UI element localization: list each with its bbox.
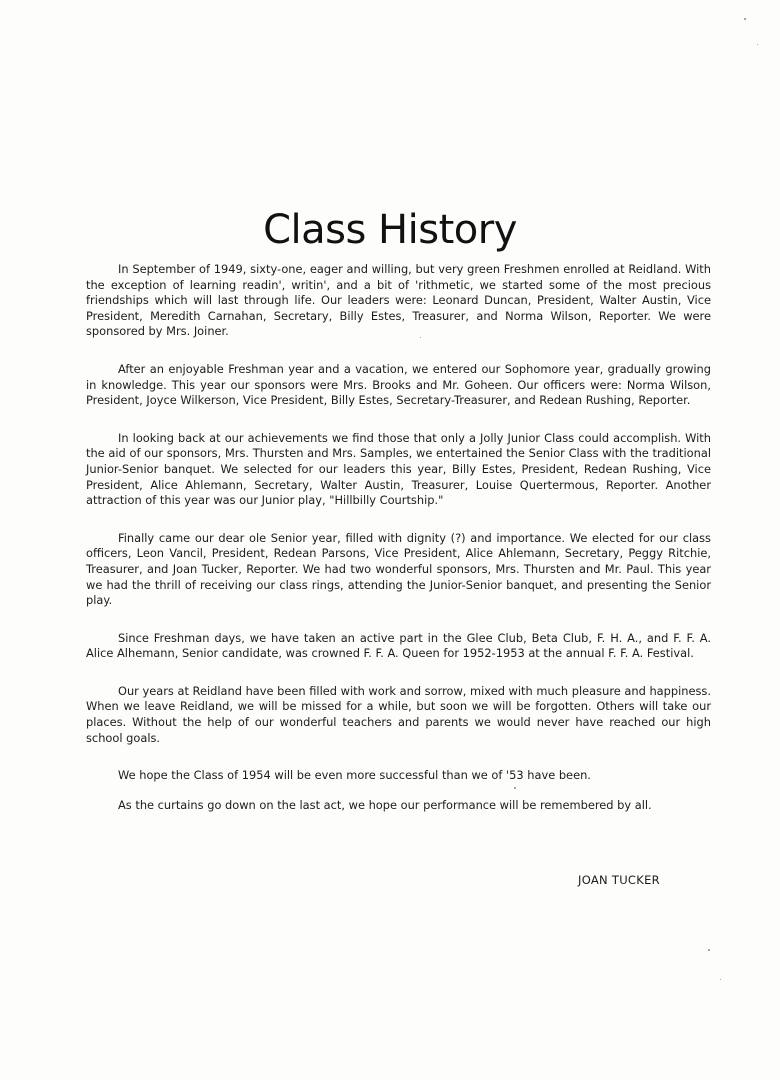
paragraph-sophomore-year: After an enjoyable Freshman year and a vacation, we entered our Sophomore year, gradually growing in knowledge. This year our sponsors were Mrs. Brooks and Mr. Goheen. Our officers were: Norma Wilson, President, Joyce Wilkerson, Vice President, Billy Estes, Secretary-Treasurer, and Redean Rushing, Reporter.	[86, 361, 711, 408]
scan-speck	[744, 18, 746, 20]
paragraph-closing: As the curtains go down on the last act, we hope our performance will be remembered by all.	[118, 797, 652, 812]
scan-speck	[420, 337, 421, 338]
document-body	[86, 262, 711, 827]
scan-speck	[757, 44, 758, 45]
scan-speck	[720, 979, 721, 980]
paragraph-reflection: Our years at Reidland have been filled with work and sorrow, mixed with much pleasure and happiness. When we leave Reidland, we will be missed for a while, but soon we will be forgotten. Others will take our places. Without the help of our wonderful teachers and parents we would never have reached our high school goals.	[86, 683, 711, 745]
page-title: Class History	[263, 206, 517, 253]
scan-speck	[708, 949, 710, 951]
paragraph-class-of-1954: We hope the Class of 1954 will be even more successful than we of '53 have been.	[118, 768, 591, 783]
scan-speck	[514, 787, 516, 789]
author-signature: JOAN TUCKER	[578, 873, 660, 887]
paragraph-freshman-year: In September of 1949, sixty-one, eager and willing, but very green Freshmen enrolled at Reidland. With the exception of learning readin', writin', and a bit of 'rithmetic, we started some of the most precious friendships which will last through life. Our leaders were: Leonard Duncan, President, Walter Austin, Vice President, Meredith Carnahan, Secretary, Billy Estes, Treasurer, and Norma Wilson, Reporter. We were sponsored by Mrs. Joiner.	[86, 262, 711, 339]
paragraph-senior-year: Finally came our dear ole Senior year, filled with dignity (?) and importance. We elected for our class officers, Leon Vancil, President, Redean Parsons, Vice President, Alice Ahlemann, Secretary, Peggy Ritchie, Treasurer, and Joan Tucker, Reporter. We had two wonderful sponsors, Mrs. Thursten and Mr. Paul. This year we had the thrill of receiving our class rings, attending the Junior-Senior banquet, and presenting the Senior play.	[86, 530, 711, 608]
paragraph-junior-year: In looking back at our achievements we find those that only a Jolly Junior Class could accomplish. With the aid of our sponsors, Mrs. Thursten and Mrs. Samples, we entertained the Senior Class with the traditional Junior-Senior banquet. We selected for our leaders this year, Billy Estes, President, Redean Rushing, Vice President, Alice Ahlemann, Secretary, Walter Austin, Treasurer, Louise Quertermous, Reporter. Another attraction of this year was our Junior play, "Hillbilly Courtship."	[86, 430, 711, 508]
paragraph-clubs: Since Freshman days, we have taken an active part in the Glee Club, Beta Club, F. H. A., and F. F. A. Alice Alhemann, Senior candidate, was crowned F. F. A. Queen for 1952-1953 at the annual F. F. A. Festival.	[86, 630, 711, 661]
